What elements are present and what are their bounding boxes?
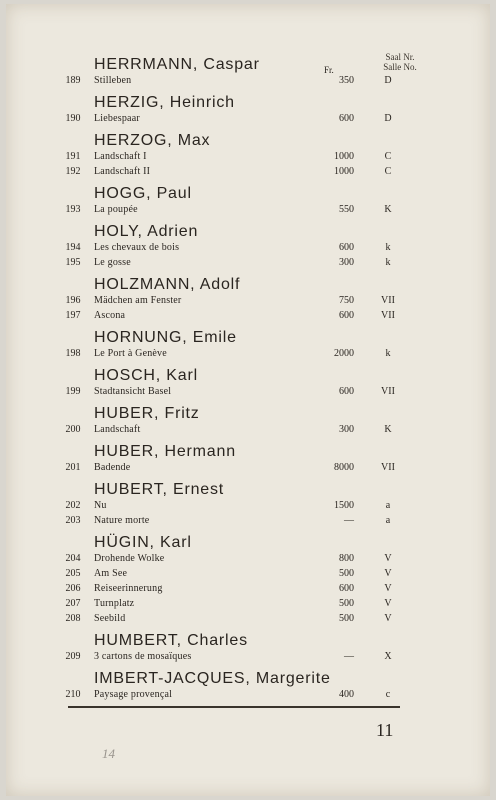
work-title: Landschaft I xyxy=(94,151,147,162)
catalog-number: 198 xyxy=(65,348,81,359)
artist-name: HERZIG, Heinrich xyxy=(94,94,235,111)
catalog-number: 194 xyxy=(65,242,81,253)
room-header-line2: Salle No. xyxy=(383,62,417,72)
work-price: 750 xyxy=(339,295,354,306)
room-number: c xyxy=(385,689,391,700)
work-price: 350 xyxy=(339,75,354,86)
room-number: K xyxy=(384,424,392,435)
catalog-row xyxy=(6,424,490,438)
work-price: 1000 xyxy=(334,166,354,177)
artist-name: HERRMANN, Caspar xyxy=(94,56,260,73)
catalog-number: 208 xyxy=(65,613,81,624)
catalog-number: 199 xyxy=(65,386,81,397)
room-number: D xyxy=(384,113,392,124)
artist-name: HUMBERT, Charles xyxy=(94,632,248,649)
catalog-page xyxy=(6,4,490,796)
room-number: D xyxy=(384,75,392,86)
room-number: X xyxy=(384,651,392,662)
room-number: a xyxy=(385,500,391,511)
work-price: 300 xyxy=(339,257,354,268)
room-number: V xyxy=(384,568,392,579)
artist-name: HERZOG, Max xyxy=(94,132,211,149)
work-title: Mädchen am Fenster xyxy=(94,295,182,306)
room-number: VII xyxy=(381,386,395,397)
artist-name: HOSCH, Karl xyxy=(94,367,198,384)
work-title: Les chevaux de bois xyxy=(94,242,180,253)
catalog-row xyxy=(6,151,490,165)
catalog-number: 210 xyxy=(65,689,81,700)
catalog-row xyxy=(6,75,490,89)
room-number: VII xyxy=(381,310,395,321)
work-price: 1500 xyxy=(334,500,354,511)
catalog-row xyxy=(6,553,490,567)
catalog-row xyxy=(6,462,490,476)
room-column-header xyxy=(370,52,430,72)
catalog-number: 202 xyxy=(65,500,81,511)
catalog-number: 201 xyxy=(65,462,81,473)
footer-rule xyxy=(68,706,400,708)
room-number: k xyxy=(385,242,391,253)
catalog-number: 191 xyxy=(65,151,81,162)
work-title: Stilleben xyxy=(94,75,132,86)
catalog-row xyxy=(6,310,490,324)
work-title: Nature morte xyxy=(94,515,150,526)
catalog-number: 209 xyxy=(65,651,81,662)
work-price: — xyxy=(344,651,354,662)
catalog-row xyxy=(6,348,490,362)
artist-name: HOLZMANN, Adolf xyxy=(94,276,241,293)
work-title: Paysage provençal xyxy=(94,689,173,700)
work-price: 400 xyxy=(339,689,354,700)
catalog-row xyxy=(6,295,490,309)
catalog-number: 206 xyxy=(65,583,81,594)
work-price: 500 xyxy=(339,568,354,579)
room-number: V xyxy=(384,583,392,594)
artist-name: HÜGIN, Karl xyxy=(94,534,192,551)
work-title: Drohende Wolke xyxy=(94,553,165,564)
work-price: 600 xyxy=(339,386,354,397)
catalog-row xyxy=(6,500,490,514)
work-title: 3 cartons de mosaïques xyxy=(94,651,192,662)
work-price: 800 xyxy=(339,553,354,564)
artist-name: HUBERT, Ernest xyxy=(94,481,225,498)
artist-name: HUBER, Fritz xyxy=(94,405,200,422)
catalog-row xyxy=(6,242,490,256)
artist-name: IMBERT-JACQUES, Margerite xyxy=(94,670,331,687)
room-number: C xyxy=(384,166,392,177)
room-number: k xyxy=(385,348,391,359)
work-title: Seebild xyxy=(94,613,126,624)
room-number: V xyxy=(384,553,392,564)
catalog-number: 189 xyxy=(65,75,81,86)
catalog-number: 196 xyxy=(65,295,81,306)
room-header-line1: Saal Nr. xyxy=(385,52,415,62)
room-number: a xyxy=(385,515,391,526)
page-number: 11 xyxy=(376,720,394,740)
price-column-header: Fr. xyxy=(324,65,334,75)
work-title: Le Port à Genève xyxy=(94,348,167,359)
catalog-number: 190 xyxy=(65,113,81,124)
room-number: V xyxy=(384,613,392,624)
artist-name: HOLY, Adrien xyxy=(94,223,199,240)
work-title: Am See xyxy=(94,568,128,579)
work-price: 500 xyxy=(339,613,354,624)
catalog-row xyxy=(6,568,490,582)
catalog-row xyxy=(6,613,490,627)
work-title: Badende xyxy=(94,462,131,473)
work-price: — xyxy=(344,515,354,526)
work-price: 600 xyxy=(339,310,354,321)
room-number: VII xyxy=(381,462,395,473)
catalog-row xyxy=(6,515,490,529)
artist-name: HOGG, Paul xyxy=(94,185,192,202)
work-title: La poupée xyxy=(94,204,138,215)
catalog-row xyxy=(6,689,490,703)
work-title: Landschaft xyxy=(94,424,141,435)
work-title: Ascona xyxy=(94,310,126,321)
catalog-number: 205 xyxy=(65,568,81,579)
work-price: 1000 xyxy=(334,151,354,162)
catalog-number: 195 xyxy=(65,257,81,268)
catalog-number: 207 xyxy=(65,598,81,609)
catalog-number: 203 xyxy=(65,515,81,526)
work-title: Nu xyxy=(94,500,107,511)
work-title: Reiseerinnerung xyxy=(94,583,163,594)
work-title: Stadtansicht Basel xyxy=(94,386,172,397)
work-price: 550 xyxy=(339,204,354,215)
catalog-row xyxy=(6,386,490,400)
room-number: k xyxy=(385,257,391,268)
work-title: Liebespaar xyxy=(94,113,140,124)
work-price: 500 xyxy=(339,598,354,609)
pencil-mark: 14 xyxy=(102,746,115,761)
catalog-row xyxy=(6,583,490,597)
catalog-row xyxy=(6,598,490,612)
catalog-row xyxy=(6,257,490,271)
room-number: C xyxy=(384,151,392,162)
work-title: Turnplatz xyxy=(94,598,135,609)
artist-name: HUBER, Hermann xyxy=(94,443,236,460)
work-price: 300 xyxy=(339,424,354,435)
room-number: V xyxy=(384,598,392,609)
catalog-number: 197 xyxy=(65,310,81,321)
room-number: VII xyxy=(381,295,395,306)
catalog-number: 192 xyxy=(65,166,81,177)
catalog-number: 193 xyxy=(65,204,81,215)
catalog-row xyxy=(6,113,490,127)
room-number: K xyxy=(384,204,392,215)
catalog-number: 200 xyxy=(65,424,81,435)
work-price: 8000 xyxy=(334,462,354,473)
artist-name: HORNUNG, Emile xyxy=(94,329,237,346)
work-title: Le gosse xyxy=(94,257,131,268)
catalog-row xyxy=(6,204,490,218)
catalog-row xyxy=(6,166,490,180)
catalog-number: 204 xyxy=(65,553,81,564)
work-price: 2000 xyxy=(334,348,354,359)
work-title: Landschaft II xyxy=(94,166,151,177)
work-price: 600 xyxy=(339,583,354,594)
work-price: 600 xyxy=(339,113,354,124)
work-price: 600 xyxy=(339,242,354,253)
catalog-row xyxy=(6,651,490,665)
